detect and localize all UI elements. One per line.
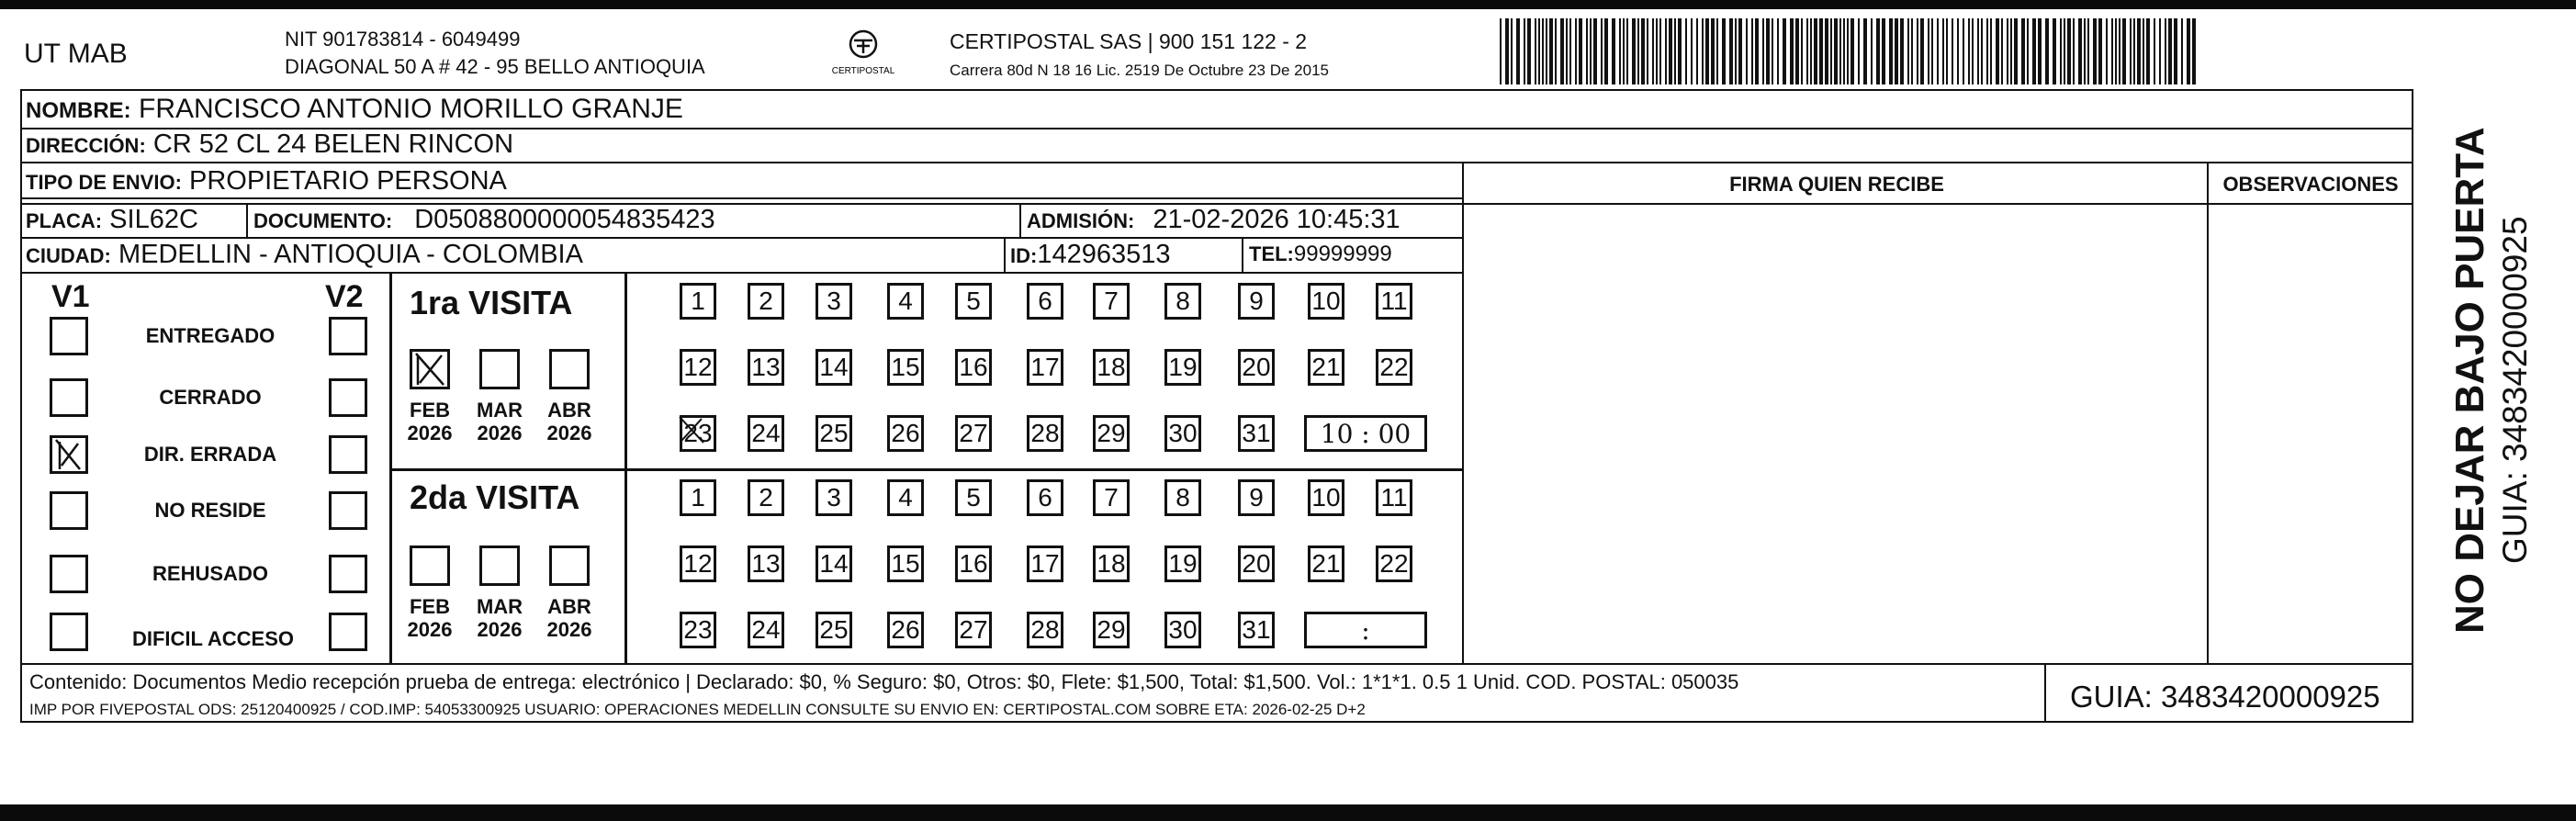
- v1-checkbox[interactable]: [50, 613, 88, 651]
- footer-guia: GUIA: 3483420000925: [2070, 680, 2380, 714]
- col-divider: [1242, 237, 1243, 272]
- col-divider: [2044, 663, 2046, 723]
- first-visit-day[interactable]: 13: [748, 349, 784, 386]
- v2-checkbox[interactable]: [329, 378, 367, 417]
- visit-divider: [389, 468, 1462, 471]
- top-border-bar: [0, 0, 2576, 9]
- first-visit-day[interactable]: 6: [1027, 283, 1063, 320]
- second-visit-day[interactable]: 19: [1164, 545, 1201, 582]
- id-label: ID:: [1010, 244, 1038, 267]
- status-label: CERRADO: [159, 386, 262, 409]
- first-visit-month-checkbox[interactable]: [410, 349, 450, 389]
- row-divider: [20, 663, 2413, 665]
- month-label: MAR: [476, 399, 523, 422]
- second-visit-day[interactable]: 30: [1164, 612, 1201, 648]
- documento-row: [253, 207, 715, 233]
- footer-line2: IMP POR FIVEPOSTAL ODS: 25120400925 / COD.IMP: 54053300925 USUARIO: OPERACIONES MEDELLIN CONSULTE SU ENVIO EN: CERTIPOSTAL.COM SOBRE ETA: 2026-02-25 D+2: [29, 701, 1366, 718]
- firma-header: FIRMA QUIEN RECIBE: [1729, 173, 1944, 196]
- certipostal-logo: [827, 26, 900, 79]
- second-visit-day[interactable]: 16: [955, 545, 992, 582]
- v2-checkbox[interactable]: [329, 613, 367, 651]
- row-divider: [20, 162, 2413, 163]
- direccion-row: [26, 131, 513, 158]
- month-label: FEB: [410, 595, 450, 618]
- col-divider: [1462, 162, 1464, 663]
- first-visit-day[interactable]: 18: [1093, 349, 1130, 386]
- bottom-border-bar: [0, 804, 2576, 821]
- id-value: 142963513: [1037, 240, 1171, 269]
- first-visit-day[interactable]: 9: [1238, 283, 1275, 320]
- first-visit-day[interactable]: 31: [1238, 415, 1275, 452]
- second-visit-day[interactable]: 26: [887, 612, 924, 648]
- admision-row: [1027, 207, 1400, 233]
- second-visit-day[interactable]: 4: [887, 479, 924, 516]
- first-visit-day[interactable]: 3: [816, 283, 852, 320]
- second-visit-month-checkbox[interactable]: [410, 545, 450, 586]
- row-divider: [20, 197, 1464, 199]
- side-guia: GUIA: 3483420000925: [2496, 216, 2534, 564]
- v1-checkbox[interactable]: [50, 491, 88, 530]
- first-visit-day[interactable]: 10: [1308, 283, 1344, 320]
- v2-checkbox[interactable]: [329, 555, 367, 593]
- observaciones-header: OBSERVACIONES: [2222, 173, 2399, 196]
- nombre-value: FRANCISCO ANTONIO MORILLO GRANJE: [139, 94, 683, 124]
- status-label: REHUSADO: [152, 562, 268, 585]
- sender-name: UT MAB: [24, 39, 128, 69]
- first-visit-day[interactable]: 16: [955, 349, 992, 386]
- second-visit-day[interactable]: 10: [1308, 479, 1344, 516]
- tipo-label: TIPO DE ENVIO:: [26, 171, 182, 194]
- first-visit-day[interactable]: 25: [816, 415, 852, 452]
- second-visit-day[interactable]: 27: [955, 612, 992, 648]
- carrier-address: Carrera 80d N 18 16 Lic. 2519 De Octubre 23 De 2015: [950, 62, 1329, 79]
- first-visit-month-label: [472, 399, 527, 445]
- v1-checkbox[interactable]: [50, 378, 88, 417]
- month-label: ABR: [547, 595, 591, 618]
- first-visit-day[interactable]: 26: [887, 415, 924, 452]
- second-visit-month-label: [402, 595, 457, 642]
- second-visit-day[interactable]: 23: [680, 612, 716, 648]
- second-visit-day[interactable]: 31: [1238, 612, 1275, 648]
- placa-value: SIL62C: [109, 205, 198, 234]
- second-visit-month-label: [542, 595, 597, 642]
- second-visit-day[interactable]: 17: [1027, 545, 1063, 582]
- second-visit-title: 2da VISITA: [410, 478, 580, 516]
- col-divider: [2207, 162, 2209, 663]
- second-visit-day[interactable]: 22: [1376, 545, 1412, 582]
- tipo-row: [26, 168, 507, 195]
- status-label: DIFICIL ACCESO: [131, 627, 294, 650]
- v2-checkbox[interactable]: [329, 491, 367, 530]
- second-visit-day[interactable]: 21: [1308, 545, 1344, 582]
- col-divider: [1019, 203, 1021, 237]
- sender-nit: NIT 901783814 - 6049499: [285, 28, 521, 51]
- second-visit-day[interactable]: 28: [1027, 612, 1063, 648]
- placa-label: PLACA:: [26, 209, 103, 232]
- first-visit-day[interactable]: 23: [680, 415, 716, 452]
- v1-checkbox[interactable]: [50, 317, 88, 355]
- year-label: 2026: [407, 618, 453, 642]
- first-visit-day[interactable]: 28: [1027, 415, 1063, 452]
- carrier-name: CERTIPOSTAL SAS | 900 151 122 - 2: [950, 29, 1308, 53]
- first-visit-title: 1ra VISITA: [410, 284, 573, 321]
- first-visit-day[interactable]: 27: [955, 415, 992, 452]
- v1-checkbox[interactable]: [50, 435, 88, 474]
- second-visit-day[interactable]: 14: [816, 545, 852, 582]
- tipo-value: PROPIETARIO PERSONA: [188, 166, 507, 196]
- col-divider: [246, 203, 248, 237]
- second-visit-day[interactable]: 15: [887, 545, 924, 582]
- v2-checkbox[interactable]: [329, 317, 367, 355]
- year-label: 2026: [407, 422, 453, 445]
- row-divider: [20, 237, 1464, 239]
- logo-text: CERTIPOSTAL: [831, 66, 895, 76]
- direccion-value: CR 52 CL 24 BELEN RINCON: [152, 129, 514, 159]
- documento-value: D0508800000054835423: [414, 205, 715, 234]
- first-visit-day[interactable]: 8: [1164, 283, 1201, 320]
- month-label: FEB: [410, 399, 450, 422]
- second-visit-day[interactable]: 2: [748, 479, 784, 516]
- direccion-label: DIRECCIÓN:: [26, 134, 146, 157]
- first-visit-day[interactable]: 1: [680, 283, 716, 320]
- status-label: NO RESIDE: [154, 499, 266, 522]
- footer-line1: Contenido: Documentos Medio recepción prueba de entrega: electrónico | Declarado: $0, % Seguro: $0, Otros: $0, Flete: $1,500, Total: $1,500. Vol.: 1*1*1. 0.5 1 Unid. COD. POSTAL: 050035: [29, 670, 1739, 693]
- first-visit-month-checkbox[interactable]: [549, 349, 590, 389]
- row-divider: [20, 272, 1464, 274]
- second-visit-time[interactable]: :: [1304, 612, 1427, 648]
- second-visit-month-label: [472, 595, 527, 642]
- admision-value: 21-02-2026 10:45:31: [1153, 205, 1400, 234]
- second-visit-day[interactable]: 5: [955, 479, 992, 516]
- first-visit-day[interactable]: 20: [1238, 349, 1275, 386]
- second-visit-day[interactable]: 18: [1093, 545, 1130, 582]
- second-visit-day[interactable]: 13: [748, 545, 784, 582]
- status-label: DIR. ERRADA: [143, 443, 277, 466]
- first-visit-day[interactable]: 29: [1093, 415, 1130, 452]
- ciudad-value: MEDELLIN - ANTIOQUIA - COLOMBIA: [118, 240, 583, 269]
- second-visit-day[interactable]: 12: [680, 545, 716, 582]
- ciudad-row: [26, 242, 583, 268]
- v1-checkbox[interactable]: [50, 555, 88, 593]
- first-visit-time[interactable]: 10 : 00: [1304, 415, 1427, 452]
- first-visit-day[interactable]: 7: [1093, 283, 1130, 320]
- first-visit-day[interactable]: 22: [1376, 349, 1412, 386]
- second-visit-month-checkbox[interactable]: [549, 545, 590, 586]
- second-visit-day[interactable]: 3: [816, 479, 852, 516]
- first-visit-day[interactable]: 21: [1308, 349, 1344, 386]
- first-visit-day[interactable]: 19: [1164, 349, 1201, 386]
- col-divider: [1004, 237, 1006, 272]
- second-visit-day[interactable]: 11: [1376, 479, 1412, 516]
- second-visit-day[interactable]: 1: [680, 479, 716, 516]
- first-visit-month-label: [542, 399, 597, 445]
- placa-row: [26, 207, 198, 233]
- first-visit-day[interactable]: 11: [1376, 283, 1412, 320]
- second-visit-day[interactable]: 25: [816, 612, 852, 648]
- first-visit-day[interactable]: 30: [1164, 415, 1201, 452]
- first-visit-day[interactable]: 14: [816, 349, 852, 386]
- first-visit-month-label: [402, 399, 457, 445]
- id-row: [1010, 242, 1170, 268]
- status-divider: [389, 272, 392, 663]
- first-visit-day[interactable]: 24: [748, 415, 784, 452]
- second-visit-day[interactable]: 8: [1164, 479, 1201, 516]
- sender-address: DIAGONAL 50 A # 42 - 95 BELLO ANTIOQUIA: [285, 55, 705, 78]
- second-visit-month-checkbox[interactable]: [479, 545, 520, 586]
- first-visit-day[interactable]: 15: [887, 349, 924, 386]
- first-visit-day[interactable]: 4: [887, 283, 924, 320]
- first-visit-month-checkbox[interactable]: [479, 349, 520, 389]
- second-visit-day[interactable]: 29: [1093, 612, 1130, 648]
- tel-row: [1249, 243, 1392, 265]
- v2-header: V2: [325, 279, 364, 314]
- second-visit-day[interactable]: 7: [1093, 479, 1130, 516]
- ciudad-label: CIUDAD:: [26, 244, 111, 267]
- admision-label: ADMISIÓN:: [1027, 209, 1135, 232]
- year-label: 2026: [546, 422, 592, 445]
- month-label: MAR: [476, 595, 523, 618]
- first-visit-day[interactable]: 2: [748, 283, 784, 320]
- year-label: 2026: [477, 422, 523, 445]
- month-label: ABR: [547, 399, 591, 422]
- second-visit-day[interactable]: 20: [1238, 545, 1275, 582]
- v2-checkbox[interactable]: [329, 435, 367, 474]
- nombre-row: [26, 96, 683, 123]
- status-label: ENTREGADO: [145, 324, 276, 347]
- barcode: [1500, 18, 2202, 84]
- year-label: 2026: [477, 618, 523, 642]
- tel-label: TEL:: [1249, 242, 1294, 265]
- second-visit-day[interactable]: 9: [1238, 479, 1275, 516]
- documento-label: DOCUMENTO:: [253, 209, 393, 232]
- tel-value: 99999999: [1293, 242, 1392, 266]
- nombre-label: NOMBRE:: [26, 98, 131, 123]
- visit-month-divider: [624, 272, 627, 663]
- second-visit-day[interactable]: 6: [1027, 479, 1063, 516]
- first-visit-day[interactable]: 12: [680, 349, 716, 386]
- year-label: 2026: [546, 618, 592, 642]
- first-visit-day[interactable]: 17: [1027, 349, 1063, 386]
- second-visit-day[interactable]: 24: [748, 612, 784, 648]
- side-warning: NO DEJAR BAJO PUERTA: [2447, 127, 2492, 634]
- first-visit-day[interactable]: 5: [955, 283, 992, 320]
- v1-header: V1: [51, 279, 90, 314]
